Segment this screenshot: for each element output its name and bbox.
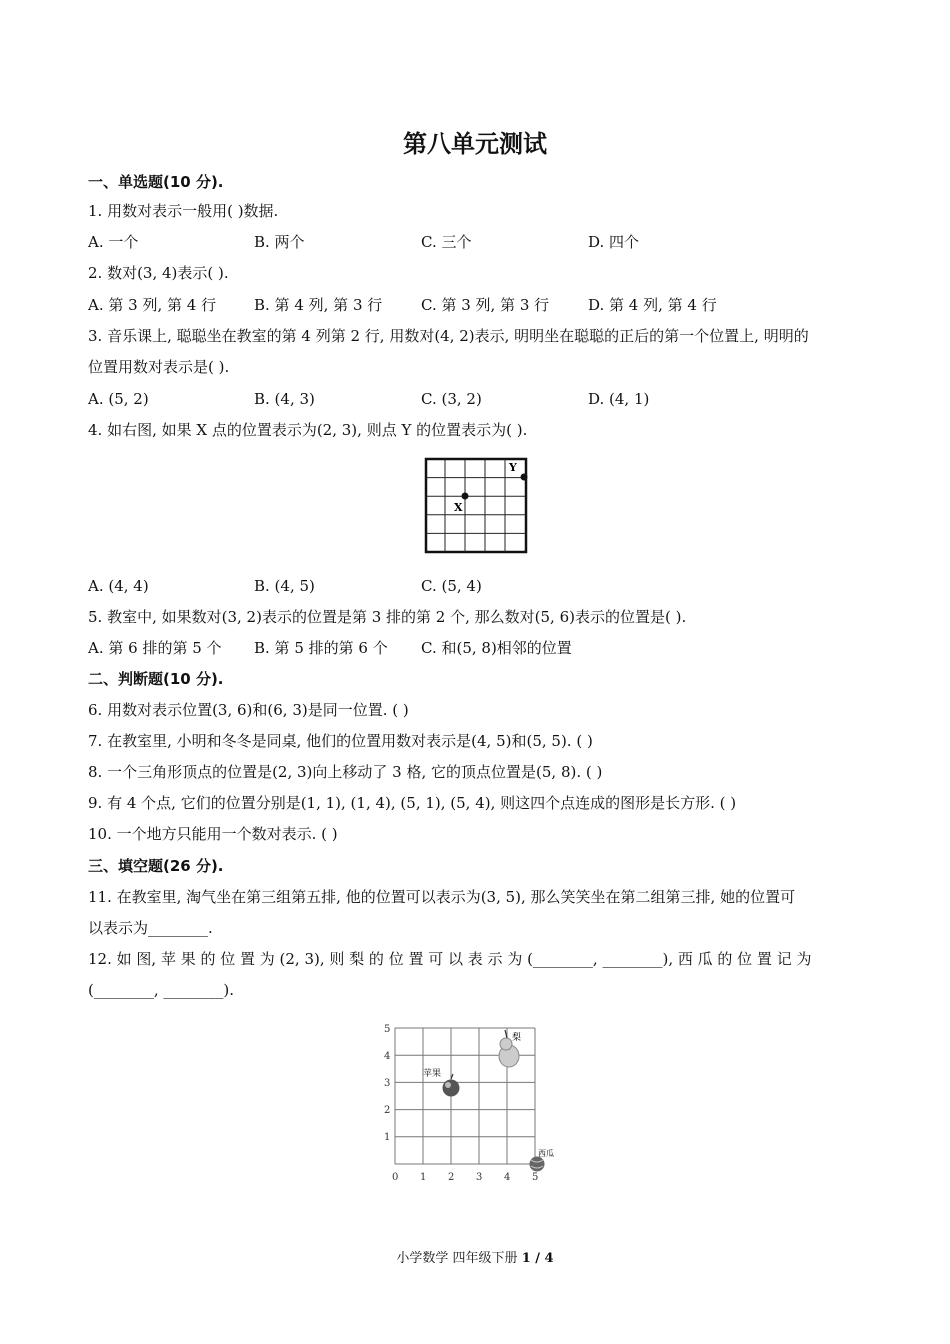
question-12-line-2: (________, ________). bbox=[88, 981, 235, 999]
section-heading-true-false: 二、判断题(10 分). bbox=[88, 670, 224, 688]
option-a: A. 第 3 列, 第 4 行 bbox=[88, 296, 217, 314]
option-b: B. (4, 5) bbox=[254, 577, 315, 595]
question-4-options bbox=[88, 576, 888, 596]
question-2: 2. 数对(3, 4)表示( ). bbox=[88, 264, 229, 282]
option-d: D. (4, 1) bbox=[588, 390, 650, 408]
x-tick-1: 1 bbox=[420, 1172, 427, 1183]
question-5: 5. 教室中, 如果数对(3, 2)表示的位置是第 3 排的第 2 个, 那么数对(5, 6)表示的位置是( ). bbox=[88, 608, 687, 626]
question-12-line-1: 12. 如 图, 苹 果 的 位 置 为 (2, 3), 则 梨 的 位 置 可 以 表 示 为 (________, ________), 西 瓜 的 位 置 记 为 bbox=[88, 950, 812, 968]
question-3-line-2: 位置用数对表示是( ). bbox=[88, 358, 230, 376]
apple-label: 苹果 bbox=[423, 1069, 442, 1079]
y-tick-2: 2 bbox=[384, 1105, 391, 1116]
section-heading-fill-blank: 三、填空题(26 分). bbox=[88, 857, 224, 875]
option-d: D. 四个 bbox=[588, 233, 640, 251]
question-1: 1. 用数对表示一般用( )数据. bbox=[88, 202, 279, 220]
option-d: D. 第 4 列, 第 4 行 bbox=[588, 296, 717, 314]
point-x-dot bbox=[462, 493, 469, 500]
pear-label: 梨 bbox=[512, 1033, 522, 1043]
footer-text: 小学数学 四年级下册 bbox=[396, 1251, 522, 1266]
x-tick-5: 5 bbox=[532, 1172, 539, 1183]
question-10: 10. 一个地方只能用一个数对表示. ( ) bbox=[88, 825, 338, 843]
option-c: C. 和(5, 8)相邻的位置 bbox=[421, 639, 572, 657]
x-tick-4: 4 bbox=[504, 1172, 511, 1183]
question-11-line-2: 以表示为________. bbox=[88, 919, 213, 937]
option-a: A. (4, 4) bbox=[88, 577, 149, 595]
x-tick-2: 2 bbox=[448, 1172, 455, 1183]
watermelon-label: 西瓜 bbox=[538, 1149, 554, 1158]
y-tick-4: 4 bbox=[384, 1051, 391, 1062]
option-a: A. (5, 2) bbox=[88, 390, 149, 408]
question-1-options bbox=[88, 232, 888, 252]
section-heading-single-choice: 一、单选题(10 分). bbox=[88, 173, 224, 191]
option-b: B. 第 4 列, 第 3 行 bbox=[254, 296, 383, 314]
option-c: C. 三个 bbox=[421, 233, 472, 251]
option-a: A. 一个 bbox=[88, 233, 139, 251]
option-c: C. 第 3 列, 第 3 行 bbox=[421, 296, 550, 314]
question-6: 6. 用数对表示位置(3, 6)和(6, 3)是同一位置. ( ) bbox=[88, 701, 409, 719]
question-8: 8. 一个三角形顶点的位置是(2, 3)向上移动了 3 格, 它的顶点位置是(5, 8). ( ) bbox=[88, 763, 603, 781]
option-b: B. (4, 3) bbox=[254, 390, 315, 408]
option-c: C. (5, 4) bbox=[421, 577, 482, 595]
question-4-grid-figure bbox=[420, 455, 532, 555]
x-tick-3: 3 bbox=[476, 1172, 483, 1183]
page-number: 1 / 4 bbox=[521, 1251, 554, 1266]
option-b: B. 两个 bbox=[254, 233, 305, 251]
question-4: 4. 如右图, 如果 X 点的位置表示为(2, 3), 则点 Y 的位置表示为( ). bbox=[88, 421, 528, 439]
question-7: 7. 在教室里, 小明和冬冬是同桌, 他们的位置用数对表示是(4, 5)和(5, 5). ( ) bbox=[88, 732, 593, 750]
question-3-line-1: 3. 音乐课上, 聪聪坐在教室的第 4 列第 2 行, 用数对(4, 2)表示, 明明坐在聪聪的正后的第一个位置上, 明明的 bbox=[88, 327, 809, 345]
point-y-dot bbox=[521, 474, 528, 481]
question-9: 9. 有 4 个点, 它们的位置分别是(1, 1), (1, 4), (5, 1), (5, 4), 则这四个点连成的图形是长方形. ( ) bbox=[88, 794, 737, 812]
option-b: B. 第 5 排的第 6 个 bbox=[254, 639, 388, 657]
point-x-label: X bbox=[454, 501, 463, 514]
question-3-options bbox=[88, 389, 888, 409]
option-c: C. (3, 2) bbox=[421, 390, 482, 408]
watermelon-icon bbox=[530, 1157, 545, 1172]
option-a: A. 第 6 排的第 5 个 bbox=[88, 639, 222, 657]
question-2-options bbox=[88, 295, 888, 315]
y-tick-1: 1 bbox=[384, 1132, 391, 1143]
question-5-options bbox=[88, 638, 888, 658]
question-12-coordinate-figure bbox=[375, 1018, 575, 1196]
point-y-label: Y bbox=[509, 461, 517, 474]
page-title: 第八单元测试 bbox=[403, 130, 547, 158]
y-tick-3: 3 bbox=[384, 1078, 391, 1089]
y-tick-5: 5 bbox=[384, 1024, 391, 1035]
page-footer bbox=[0, 1247, 950, 1266]
question-11-line-1: 11. 在教室里, 淘气坐在第三组第五排, 他的位置可以表示为(3, 5), 那么笑笑坐在第二组第三排, 她的位置可 bbox=[88, 888, 796, 906]
x-tick-0: 0 bbox=[392, 1172, 399, 1183]
